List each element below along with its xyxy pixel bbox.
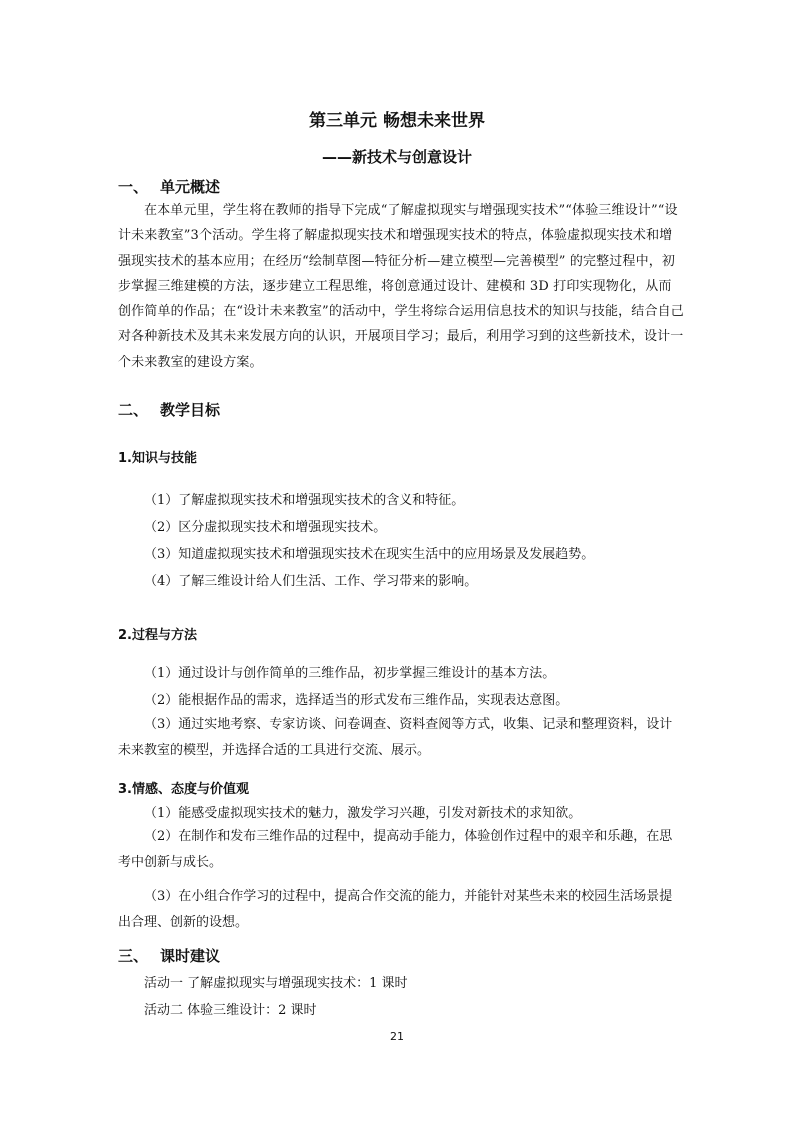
section-number: 一、 (118, 178, 149, 196)
list-item: （3）通过实地考察、专家访谈、问卷调查、资料查阅等方式，收集、记录和整理资料，设计未来教室的模型，并选择合适的工具进行交流、展示。 (118, 717, 673, 758)
list-item: （4）了解三维设计给人们生活、工作、学习带来的影响。 (144, 574, 478, 589)
unit-title: 第三单元 畅想未来世界 (309, 111, 485, 131)
list-item: （1）通过设计与创作简单的三维作品，初步掌握三维设计的基本方法。 (144, 666, 556, 681)
overview-paragraph: 在本单元里，学生将在教师的指导下完成“了解虚拟现实与增强现实技术”“体验三维设计”“设计未来教室”3个活动。学生将了解虚拟现实技术和增强现实技术的特点，体验虚拟现实技术和增强现实技术的基本应用；在经历“绘制草图—特征分析—建立模型—完善模型” 的完整过程中，初步掌握三维建模的方法，逐步建立工程思维，将创意通过设计、建模和 3D 打印实现物化，从而创作简单的作品；在“设计未来教室”的活动中，学生将综合运用信息技术的知识与技能，结合自己对各种新技术及其未来发展方向的认识，开展项目学习；最后，利用学习到的这些新技术，设计一个未来教室的建设方案。 (118, 203, 684, 370)
page-number: 21 (390, 1030, 404, 1043)
subheading-process: 2.过程与方法 (118, 628, 197, 643)
list-item: （2）能根据作品的需求，选择适当的形式发布三维作品，实现表达意图。 (144, 693, 569, 708)
section-number: 三、 (118, 947, 149, 965)
list-item: （1）能感受虚拟现实技术的魅力，激发学习兴趣，引发对新技术的求知欲。 (144, 806, 582, 821)
section-heading-overview (118, 176, 220, 197)
section-title: 教学目标 (160, 401, 221, 419)
list-item: （2）区分虚拟现实技术和增强现实技术。 (144, 520, 387, 535)
list-item: 活动二 体验三维设计：2 课时 (144, 1003, 317, 1018)
section-heading-goals (118, 399, 220, 420)
section-title: 课时建议 (160, 947, 221, 965)
subheading-attitude: 3.情感、态度与价值观 (118, 782, 249, 797)
section-number: 二、 (118, 401, 149, 419)
subheading-knowledge: 1.知识与技能 (118, 451, 197, 466)
list-item: 活动一 了解虚拟现实与增强现实技术：1 课时 (144, 976, 408, 991)
list-item: （3）知道虚拟现实技术和增强现实技术在现实生活中的应用场景及发展趋势。 (144, 547, 595, 562)
list-item: （1）了解虚拟现实技术和增强现实技术的含义和特征。 (144, 493, 465, 508)
section-heading-hours (118, 945, 220, 966)
list-item: （3）在小组合作学习的过程中，提高合作交流的能力，并能针对某些未来的校园生活场景提出合理、创新的设想。 (118, 889, 673, 930)
section-title: 单元概述 (160, 178, 221, 196)
list-item: （2）在制作和发布三维作品的过程中，提高动手能力，体验创作过程中的艰辛和乐趣，在思考中创新与成长。 (118, 829, 673, 870)
unit-subtitle: ——新技术与创意设计 (321, 148, 472, 166)
